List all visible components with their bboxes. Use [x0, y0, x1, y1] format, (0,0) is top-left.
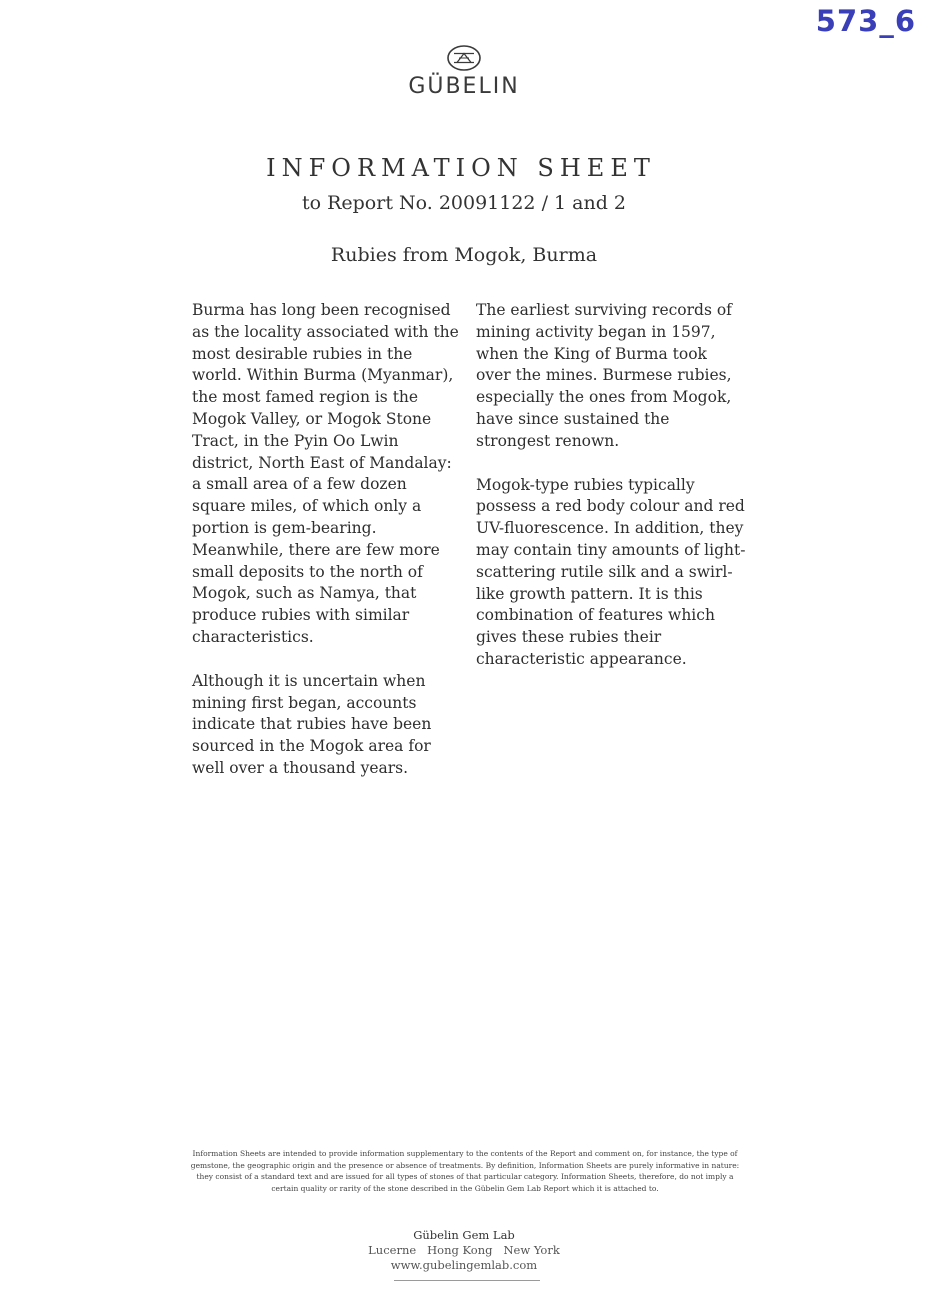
left-column: [192, 300, 464, 802]
paragraph: Although it is uncertain when mining first began, accounts indicate that rubies have been sourced in the Mogok area for well over a thousand years.: [192, 671, 432, 777]
disclaimer-text: Information Sheets are intended to provide information supplementary to the contents of the Report and comment on, for instance, the type of gemstone, the geographic origin and the presence or absence of treatments. By definition, Information Sheets are purely informative in nature: they consist of a standard text and are issued for all types of stones of that particular category. Information Sheets, therefore, do not imply a certain quality or rarity of the stone described in the Gübelin Gem Lab Report which it is attached to.: [190, 1149, 740, 1193]
footer-locations: Lucerne Hong Kong New York: [368, 1243, 560, 1257]
brand-name: GÜBELIN: [408, 74, 520, 99]
paragraph: Mogok-type rubies typically possess a red body colour and red UV-fluorescence. In addition, they may contain tiny amounts of light-scattering rutile silk and a swirl-like growth pattern. It is this combination of features which gives these rubies their characteristic appearance.: [476, 475, 746, 668]
paragraph: The earliest surviving records of mining activity began in 1597, when the King of Burma took over the mines. Burmese rubies, especially the ones from Mogok, have since sustained the strongest renown.: [476, 301, 732, 450]
page-title: INFORMATION SHEET: [266, 154, 656, 182]
footer: [0, 1228, 928, 1273]
right-column: [476, 300, 746, 693]
page-id-label: 573_6: [815, 4, 916, 38]
brand-logo: [0, 44, 928, 99]
paragraph: Burma has long been recognised as the locality associated with the most desirable rubies in the world. Within Burma (Myanmar), the most famed region is the Mogok Valley, or Mogok Stone Tract, in the Pyin Oo Lwin district, North East of Mandalay: a small area of a few dozen square miles, of which only a portion is gem-bearing. Meanwhile, there are few more small deposits to the north of Mogok, such as Namya, that produce rubies with similar characteristics.: [192, 301, 459, 646]
footer-lab-name: Gübelin Gem Lab: [413, 1228, 515, 1242]
report-reference: to Report No. 20091122 / 1 and 2: [301, 192, 626, 214]
section-heading: Rubies from Mogok, Burma: [330, 244, 598, 266]
gubelin-logo-icon: [446, 44, 482, 72]
footer-divider: [394, 1280, 540, 1281]
footer-website-link[interactable]: www.gubelingemlab.com: [390, 1258, 538, 1272]
